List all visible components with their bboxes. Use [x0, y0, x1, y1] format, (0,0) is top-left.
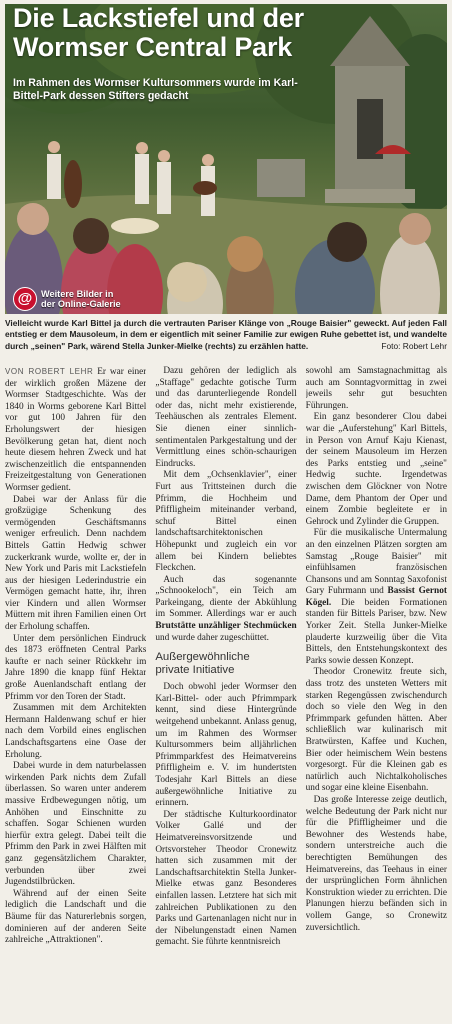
- article-body: [5, 366, 447, 1018]
- gallery-label-line-2: der Online-Galerie: [41, 299, 121, 309]
- column-2: [155, 366, 296, 1018]
- paragraph: Doch obwohl jeder Wormser den Karl-Bittel- oder auch Pfrimmpark kennt, sind diese Hintergründe weitgehend unbekannt. Anlass genug, um im Rahmen des Wormser Kultursommers beim alljährlichen Pfrimmparkfest des Heimatvereins Pfiffligheim e. V. im hundertsten Todesjahr Karl Bittels an diese außergewöhnliche Initiative zu erinnern.: [155, 682, 297, 809]
- paragraph: Er war einer der wirklich großen Mäzene der Wormser Stadtgeschichte. Was der 1840 in Worms geborene Karl Bittel vor gut 100 Jahren für den Erholungswert der hiesigen Bevölkerung getan hat, dient noch heute diesem hehren Zweck und hat zwischenzeitlich die entspannenden Freizeitgestaltung von Generationen Wormser gedient.: [5, 367, 147, 493]
- paragraph-text: Die beiden Formationen standen für Bittels Pariser, bzw. New Yorker Zeit. Stella Junker-Mielke plauderte kurzweilig über die Vita Bittels, den Entstehungskontext des Parks sowie dessen Konzept.: [305, 597, 447, 666]
- paragraph: Unter dem persönlichen Eindruck des 1873 eröffneten Central Parks kaufte er nach seiner Rückkehr im Jahre 1890 die knapp fünf Hektar große Auenlandschaft entlang der Pfrimm vor den Toren der Stadt.: [5, 633, 147, 702]
- paragraph: sowohl am Samstagnachmittag als auch am Sonntagvormittag in zwei jeweils sehr gut besuchten Führungen.: [305, 366, 447, 411]
- headline: [13, 4, 433, 62]
- byline-paragraph: [5, 366, 146, 495]
- section-subheading: [155, 651, 296, 677]
- headline-line-1: Die Lackstiefel und der: [13, 4, 304, 33]
- highlighted-text: Brutstätte unzähliger Stechmücken: [155, 621, 297, 632]
- column-1: [5, 366, 146, 1018]
- photo-caption: [5, 318, 447, 352]
- at-sign-icon: @: [13, 287, 37, 311]
- column-3: [306, 366, 447, 1018]
- subheadline: Im Rahmen des Wormser Kultursommers wurde im Karl-Bittel-Park dessen Stifters gedacht: [13, 77, 298, 102]
- photo-credit: Foto: Robert Lehr: [381, 340, 447, 351]
- paragraph: Das große Interesse zeige deutlich, welche Bedeutung der Park nicht nur für die Pfiffligheimer und die Bewohner des Westends habe, sondern unterstreiche auch die berechtigten Bemühungen des Heimatvereins, das Teehaus in einer der ursprünglichen Form ähnlichen Konstruktion wieder zu errichten. Die Planungen hierzu befänden sich in vollem Gange, so Cronewitz zuversichtlich.: [305, 794, 447, 933]
- subheading-line-2: private Initiative: [155, 664, 235, 677]
- gallery-label-line-1: Weitere Bilder in: [41, 289, 114, 299]
- paragraph: Zusammen mit dem Architekten Hermann Haldenwang schuf er hier nach dem Vorbild eines englischen Landschaftsgartens eine Oase der Erholung.: [5, 703, 147, 760]
- online-gallery-label: [41, 289, 121, 309]
- paragraph: Während auf der einen Seite lediglich die Landschaft und die Bäume für das Naturerlebnis sorgen, dominieren auf der anderen Seite zahlreiche „Attraktionen".: [5, 888, 147, 946]
- paragraph-text: Für die musikalische Untermalung an den einzelnen Plätzen sorgten am Samstag „Rouge Baisier" mit einfühlsamen französischen Chansons und am Sonntag Saxofonist Gary Fuhrmann und: [305, 528, 447, 597]
- paragraph: Mit dem „Ochsenklavier", einer Furt aus Trittsteinen durch die Pfrimm, die Hochheim und Pfiffligheim miteinander verband, schuf Bittel einen landschaftsarchitektonischen Höhepunkt und zugleich ein vor allem bei Kindern beliebtes Fleckchen.: [155, 470, 297, 574]
- byline: VON ROBERT LEHR: [5, 367, 94, 376]
- headline-line-2: Wormser Central Park: [13, 32, 293, 62]
- paragraph: Dabei war der Anlass für die großzügige Schenkung des vermögenden Geschäftsmanns weniger erfreulich. Denn nachdem Bittels Gattin Hedwig schwer zuckerkrank wurde, wollte er, der in New York und Paris mit Lackstiefeln aus der hiesigen Lederindustrie ein Vermögen gemacht hatte, ihr, ihren vier Kindern und allen Wormser Müttern mit ihren Familien einen Ort der Erholung schaffen.: [5, 494, 147, 633]
- hero-photo: [5, 4, 447, 314]
- paragraph-text: und wurde daher zugeschüttet.: [155, 632, 269, 643]
- caption-text: Vielleicht wurde Karl Bittel ja durch die vertrauten Pariser Klänge von „Rouge Baisier" geweckt. Auf jeden Fall entstieg er dem Mausoleum, in dem er eigentlich mit seiner Familie zur ewigen Ruhe gebettet ist, und wandelte durch „seinen" Park, wärend Stella Junker-Mielke (rechts) zu erzählen hatte.: [5, 318, 447, 351]
- paragraph: [155, 575, 296, 645]
- paragraph: Dazu gehören der lediglich als „Staffage" gedachte gotische Turm und das darunterliegende Rondell oder das, nicht mehr existierende, Teehäuschen als zentrales Element. Sie dienen einer sinnlich-sentimentalen Parkgestaltung und der Vermittlung eines schön-schaurigen Eindrucks.: [155, 366, 297, 469]
- paragraph: Der städtische Kulturkoordinator Volker Gallé und der Heimatvereinsvorsitzende und Ortsvorsteher Theodor Cronewitz hatten sich zusammen mit der Landschaftsarchitektin Stella Junker-Mielke etwas ganz Besonderes einfallen lassen. Letztere hat sich mit zahlreichen Publikationen zu den Parks und Gartenanlagen nicht nur in der Nibelungenstadt einen Namen gemacht. Sie führte kenntnisreich: [155, 809, 297, 948]
- paragraph: [306, 528, 447, 667]
- paragraph: Theodor Cronewitz freute sich, dass trotz des unsteten Wetters mit starken Regengüssen zwischendurch doch so viele den Weg in den Pfrimmpark gefunden hätten. Aber schließlich war kulinarisch mit Bratwürsten, Kaffee und Kuchen, Bier oder heimischem Wein bestens vorgesorgt. Für die Kleinen gab es natürlich auch Nichtalkoholisches und sogar eine kleine Eisenbahn.: [305, 667, 447, 794]
- paragraph-text: Auch das sogenannte „Schnookeloch", ein Teich am Parkeingang, diente der Abkühlung im Sommer. Allerdings war er auch: [155, 574, 297, 620]
- online-gallery-link[interactable]: [13, 287, 121, 311]
- paragraph: Ein ganz besonderer Clou dabei war die „Auferstehung" Karl Bittels, in Person von Arnuf Kaju Kienast, der seinem Mausoleum im Herzen des Parks entstieg und „seine" Hedwig suchte. Irgendetwas zwischen dem Glöckner von Notre Dame, dem Phantom der Oper und einem Zombie begleitete er in Gehrock und Zylinder die Gruppen.: [305, 412, 447, 527]
- paragraph: Dabei wurde in dem naturbelassen wirkenden Park nichts dem Zufall überlassen. So waren unter anderem massive Erdbewegungen nötig, um Anhöhen und Einschnitte zu schaffen. Sogar Schienen wurden hierfür extra gelegt. Dabei teilt die Pfrimm den Park in zwei Hälften mit ganz gegensätzlichem Charakter, verbunden über zwei Jugendstilbrücken.: [5, 761, 147, 888]
- subheading-line-1: Außergewöhnliche: [155, 651, 250, 664]
- highlighted-text: Bassist Gernot Kögel.: [305, 586, 447, 608]
